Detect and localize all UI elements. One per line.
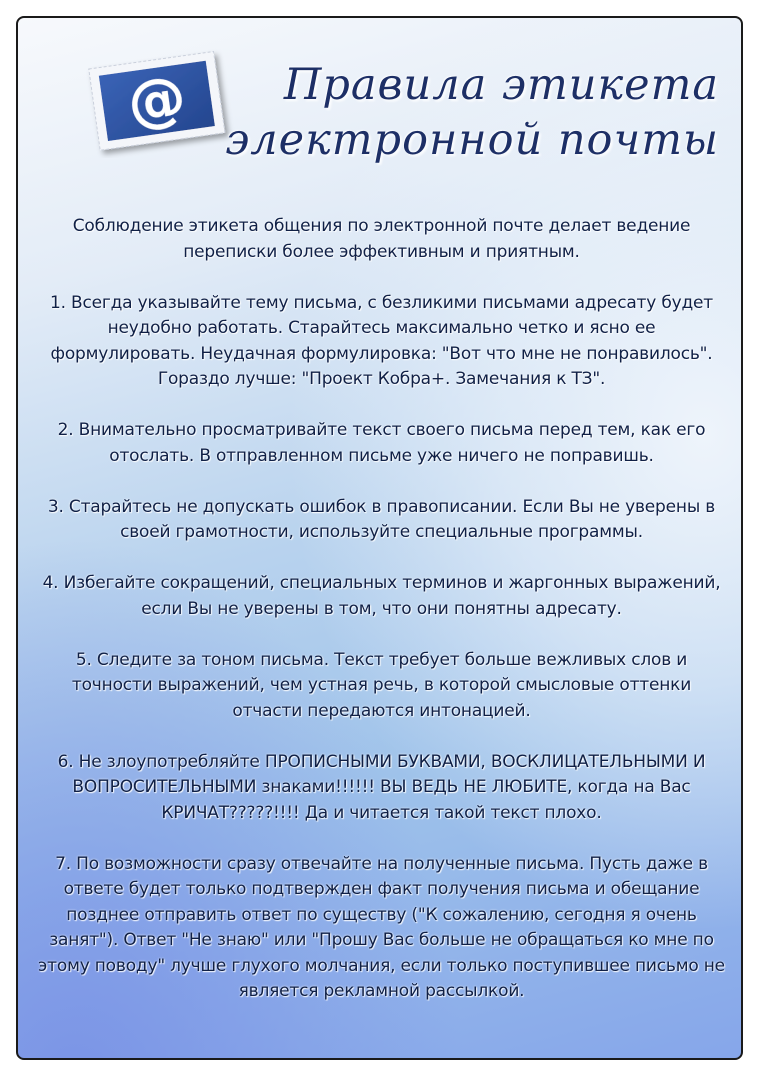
title-line-1: Правила этикета [283,60,719,110]
rule-3: 3. Старайтесь не допускать ошибок в правописании. Если Вы не уверены в своей грамотности, используйте специальные программы. [47,496,716,542]
intro-paragraph: Соблюдение этикета общения по электронной почте делает ведение переписки более эффективным и приятным. [72,216,691,262]
at-sign-stamp-icon [76,46,236,158]
page-title [225,58,719,168]
rules-text [36,214,727,1030]
rule-7: 7. По возможности сразу отвечайте на полученные письма. Пусть даже в ответе будет только подтвержден факт получения письма и обещание позднее отправить ответ по существу ("К сожалению, сегодня я очень занят"). Ответ "Не знаю" или "Прошу Вас больше не обращаться ко мне по этому поводу" лучше глухого молчания, если только поступившее письмо не является рекламной рассылкой. [38,853,725,1001]
rule-1: 1. Всегда указывайте тему письма, с безликими письмами адресату будет неудобно работать. Старайтесь максимально четко и ясно ее формулировать. Неудачная формулировка: "Вот что мне не понравилось". Гораздо лучше: "Проект Кобра+. Замечания к ТЗ". [50,292,713,389]
at-symbol: @ [123,62,191,138]
rule-6: 6. Не злоупотребляйте ПРОПИСНЫМИ БУКВАМИ, ВОСКЛИЦАТЕЛЬНЫМИ И ВОПРОСИТЕЛЬНЫМИ знаками!!!!!! ВЫ ВЕДЬ НЕ ЛЮБИТЕ, когда на Вас КРИЧАТ?????!!!! Да и читается такой текст плохо. [57,751,706,823]
rule-2: 2. Внимательно просматривайте текст своего письма перед тем, как его отослать. В отправленном письме уже ничего не поправишь. [57,420,706,466]
title-line-2: электронной почты [225,115,719,165]
poster [16,16,743,1060]
rule-4: 4. Избегайте сокращений, специальных терминов и жаргонных выражений, если Вы не уверены в том, что они понятны адресату. [42,573,721,619]
rule-5: 5. Следите за тоном письма. Текст требует больше вежливых слов и точности выражений, чем устная речь, в которой смысловые оттенки отчасти передаются интонацией. [71,649,692,721]
